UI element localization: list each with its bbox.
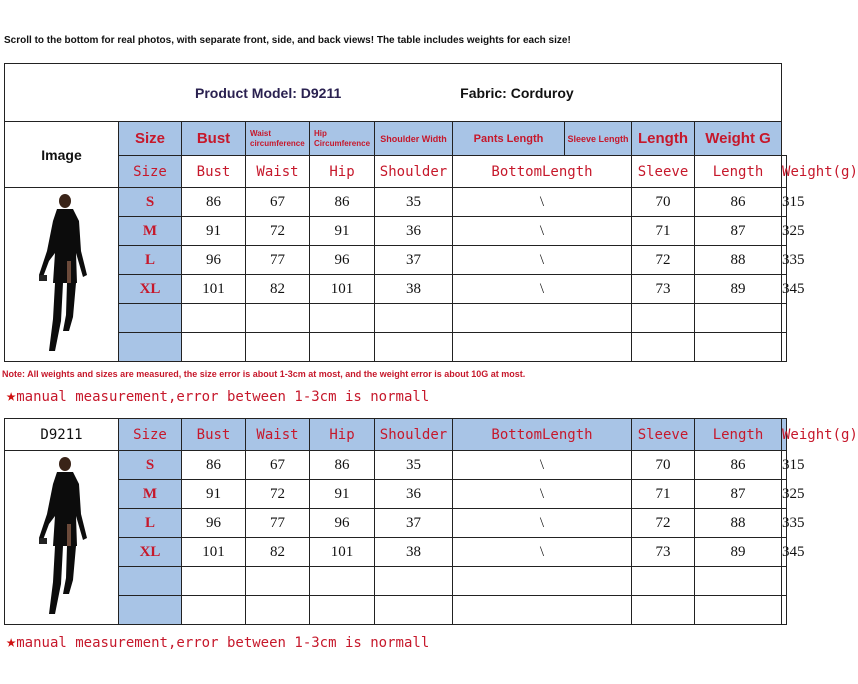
- bottom-length-cell: \: [453, 246, 632, 275]
- size-cell: XL: [119, 275, 182, 304]
- hip-cell: 91: [310, 217, 375, 246]
- length-cell: 88: [695, 246, 782, 275]
- size-cell: S: [119, 451, 182, 480]
- size-cell: L: [119, 509, 182, 538]
- bust-cell: 101: [182, 275, 246, 304]
- sleeve-cell: 72: [632, 246, 695, 275]
- header-sleeve: Sleeve Length: [565, 122, 632, 156]
- empty-cell: [453, 596, 632, 625]
- waist-cell: 77: [246, 509, 310, 538]
- mono-header-size: Size: [119, 156, 182, 188]
- empty-cell: [182, 304, 246, 333]
- bust-cell: 91: [182, 217, 246, 246]
- empty-cell: [375, 567, 453, 596]
- empty-size-cell: [119, 333, 182, 362]
- sleeve-cell: 72: [632, 509, 695, 538]
- shoulder-cell: 38: [375, 538, 453, 567]
- empty-cell: [632, 596, 695, 625]
- model-header: [5, 64, 782, 122]
- empty-cell: [182, 596, 246, 625]
- weight-cell: 345: [782, 538, 787, 567]
- model-code: D9211: [5, 419, 119, 451]
- mono-header-shoulder: Shoulder: [375, 419, 453, 451]
- shoulder-cell: 36: [375, 217, 453, 246]
- product-image-cell: [5, 451, 119, 625]
- empty-cell: [632, 333, 695, 362]
- mono-header-hip: Hip: [310, 156, 375, 188]
- mono-header-bust: Bust: [182, 419, 246, 451]
- bottom-length-cell: \: [453, 480, 632, 509]
- size-cell: M: [119, 217, 182, 246]
- empty-size-cell: [119, 567, 182, 596]
- empty-cell: [310, 596, 375, 625]
- size-cell: XL: [119, 538, 182, 567]
- bust-cell: 101: [182, 538, 246, 567]
- shoulder-cell: 37: [375, 509, 453, 538]
- empty-cell: [310, 333, 375, 362]
- model-photo: [27, 191, 97, 359]
- bust-cell: 86: [182, 451, 246, 480]
- bust-cell: 91: [182, 480, 246, 509]
- empty-cell: [375, 304, 453, 333]
- length-cell: 87: [695, 480, 782, 509]
- sleeve-cell: 70: [632, 451, 695, 480]
- empty-cell: [182, 567, 246, 596]
- empty-cell: [632, 304, 695, 333]
- mono-header-shoulder: Shoulder: [375, 156, 453, 188]
- shoulder-cell: 36: [375, 480, 453, 509]
- weight-cell: 325: [782, 480, 787, 509]
- empty-cell: [310, 567, 375, 596]
- hip-cell: 101: [310, 275, 375, 304]
- length-cell: 86: [695, 451, 782, 480]
- empty-cell: [375, 596, 453, 625]
- empty-cell: [782, 304, 787, 333]
- empty-cell: [453, 567, 632, 596]
- bottom-length-cell: \: [453, 538, 632, 567]
- mono-header-weight: Weight(g): [782, 156, 787, 188]
- bust-cell: 96: [182, 509, 246, 538]
- header-shoulder: Shoulder Width: [375, 122, 453, 156]
- empty-cell: [782, 567, 787, 596]
- waist-cell: 82: [246, 275, 310, 304]
- weight-cell: 345: [782, 275, 787, 304]
- empty-cell: [453, 304, 632, 333]
- empty-cell: [310, 304, 375, 333]
- waist-cell: 72: [246, 217, 310, 246]
- empty-size-cell: [119, 596, 182, 625]
- hip-cell: 96: [310, 246, 375, 275]
- hip-cell: 96: [310, 509, 375, 538]
- shoulder-cell: 38: [375, 275, 453, 304]
- empty-cell: [782, 596, 787, 625]
- sleeve-cell: 70: [632, 188, 695, 217]
- length-cell: 86: [695, 188, 782, 217]
- manual-note-text: manual measurement,error between 1-3cm is normall: [16, 389, 430, 405]
- shoulder-cell: 35: [375, 188, 453, 217]
- header-hip: Hip Circumference: [310, 122, 375, 156]
- header-length: Length: [632, 122, 695, 156]
- mono-header-sleeve: Sleeve: [632, 419, 695, 451]
- header-pants-length: Pants Length: [453, 122, 565, 156]
- mono-header-sleeve: Sleeve: [632, 156, 695, 188]
- mono-header-waist: Waist: [246, 419, 310, 451]
- empty-cell: [782, 333, 787, 362]
- star-icon: ★: [6, 632, 17, 652]
- mono-header-length: Length: [695, 419, 782, 451]
- empty-cell: [695, 567, 782, 596]
- top-note: Scroll to the bottom for real photos, with separate front, side, and back views! The table includes weights for each size!: [4, 35, 571, 46]
- hip-cell: 86: [310, 188, 375, 217]
- mono-header-bottom-length: BottomLength: [453, 156, 632, 188]
- waist-cell: 67: [246, 188, 310, 217]
- waist-cell: 77: [246, 246, 310, 275]
- shoulder-cell: 35: [375, 451, 453, 480]
- size-cell: S: [119, 188, 182, 217]
- bottom-length-cell: \: [453, 217, 632, 246]
- weight-cell: 315: [782, 451, 787, 480]
- header-bust: Bust: [182, 122, 246, 156]
- empty-cell: [246, 333, 310, 362]
- length-cell: 89: [695, 275, 782, 304]
- bottom-length-cell: \: [453, 188, 632, 217]
- bottom-length-cell: \: [453, 275, 632, 304]
- mono-header-size: Size: [119, 419, 182, 451]
- mono-header-weight: Weight(g): [782, 419, 787, 451]
- weight-cell: 325: [782, 217, 787, 246]
- manual-note-text: manual measurement,error between 1-3cm is normall: [16, 635, 430, 651]
- mono-header-waist: Waist: [246, 156, 310, 188]
- empty-cell: [695, 333, 782, 362]
- length-cell: 89: [695, 538, 782, 567]
- product-model-label: Product Model: D9211: [195, 84, 342, 101]
- waist-cell: 72: [246, 480, 310, 509]
- sleeve-cell: 73: [632, 275, 695, 304]
- product-image-cell: [5, 188, 119, 362]
- waist-cell: 67: [246, 451, 310, 480]
- size-cell: M: [119, 480, 182, 509]
- empty-cell: [453, 333, 632, 362]
- empty-cell: [375, 333, 453, 362]
- bust-cell: 86: [182, 188, 246, 217]
- size-cell: L: [119, 246, 182, 275]
- mono-header-bust: Bust: [182, 156, 246, 188]
- image-column-label: Image: [5, 122, 119, 188]
- empty-cell: [632, 567, 695, 596]
- model-photo: [27, 454, 97, 622]
- empty-size-cell: [119, 304, 182, 333]
- hip-cell: 91: [310, 480, 375, 509]
- empty-cell: [246, 567, 310, 596]
- weight-cell: 335: [782, 246, 787, 275]
- mono-header-bottom-length: BottomLength: [453, 419, 632, 451]
- empty-cell: [182, 333, 246, 362]
- error-note: Note: All weights and sizes are measured, the size error is about 1-3cm at most, and the weight error is about 10G at most.: [2, 369, 526, 379]
- star-icon: ★: [6, 386, 17, 406]
- size-chart-table-1: [4, 63, 858, 362]
- empty-cell: [246, 304, 310, 333]
- empty-cell: [695, 304, 782, 333]
- hip-cell: 86: [310, 451, 375, 480]
- sleeve-cell: 73: [632, 538, 695, 567]
- bust-cell: 96: [182, 246, 246, 275]
- weight-cell: 315: [782, 188, 787, 217]
- weight-cell: 335: [782, 509, 787, 538]
- length-cell: 87: [695, 217, 782, 246]
- empty-cell: [246, 596, 310, 625]
- fabric-label: Fabric: Corduroy: [460, 84, 574, 101]
- length-cell: 88: [695, 509, 782, 538]
- manual-note-2: [6, 632, 429, 652]
- sleeve-cell: 71: [632, 480, 695, 509]
- waist-cell: 82: [246, 538, 310, 567]
- empty-cell: [695, 596, 782, 625]
- mono-header-hip: Hip: [310, 419, 375, 451]
- size-chart-table-2: [4, 418, 858, 625]
- header-waist: Waist circumference: [246, 122, 310, 156]
- bottom-length-cell: \: [453, 451, 632, 480]
- shoulder-cell: 37: [375, 246, 453, 275]
- sleeve-cell: 71: [632, 217, 695, 246]
- mono-header-length: Length: [695, 156, 782, 188]
- bottom-length-cell: \: [453, 509, 632, 538]
- header-size: Size: [119, 122, 182, 156]
- header-weight: Weight G: [695, 122, 782, 156]
- hip-cell: 101: [310, 538, 375, 567]
- manual-note-1: [6, 386, 429, 406]
